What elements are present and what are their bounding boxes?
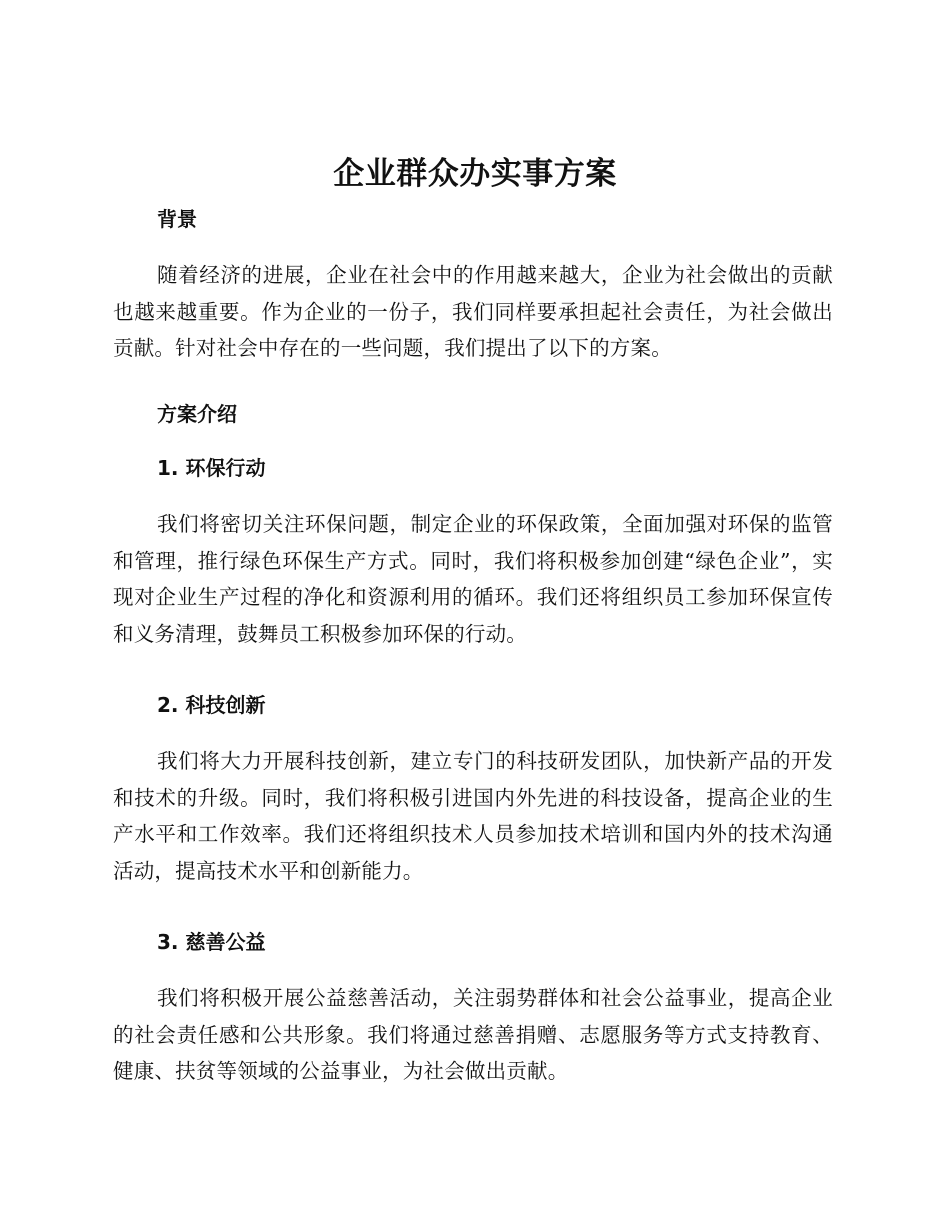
- paragraph-charity: 我们将积极开展公益慈善活动，关注弱势群体和社会公益事业，提高企业的社会责任感和公共形象。我们将通过慈善捐赠、志愿服务等方式支持教育、健康、扶贫等领域的公益事业，为社会做出贡献。: [113, 986, 833, 1083]
- section-heading-environment: 1. 环保行动: [157, 456, 266, 480]
- paragraph-technology: 我们将大力开展科技创新，建立专门的科技研发团队，加快新产品的开发和技术的升级。同时，我们将积极引进国内外先进的科技设备，提高企业的生产水平和工作效率。我们还将组织技术人员参加技术培训和国内外的技术沟通活动，提高技术水平和创新能力。: [113, 749, 833, 883]
- section-heading-technology: 2. 科技创新: [157, 693, 266, 717]
- section-heading-background: 背景: [157, 207, 197, 231]
- section-heading-plan-intro: 方案介绍: [157, 402, 237, 426]
- page-title: 企业群众办实事方案: [333, 156, 617, 192]
- section-heading-charity: 3. 慈善公益: [157, 930, 266, 954]
- paragraph-background: 随着经济的进展，企业在社会中的作用越来越大，企业为社会做出的贡献也越来越重要。作为企业的一份子，我们同样要承担起社会责任，为社会做出贡献。针对社会中存在的一些问题，我们提出了以下的方案。: [113, 263, 833, 360]
- paragraph-environment: 我们将密切关注环保问题，制定企业的环保政策，全面加强对环保的监管和管理，推行绿色环保生产方式。同时，我们将积极参加创建“绿色企业”，实现对企业生产过程的净化和资源利用的循环。我们还将组织员工参加环保宣传和义务清理，鼓舞员工积极参加环保的行动。: [113, 512, 833, 646]
